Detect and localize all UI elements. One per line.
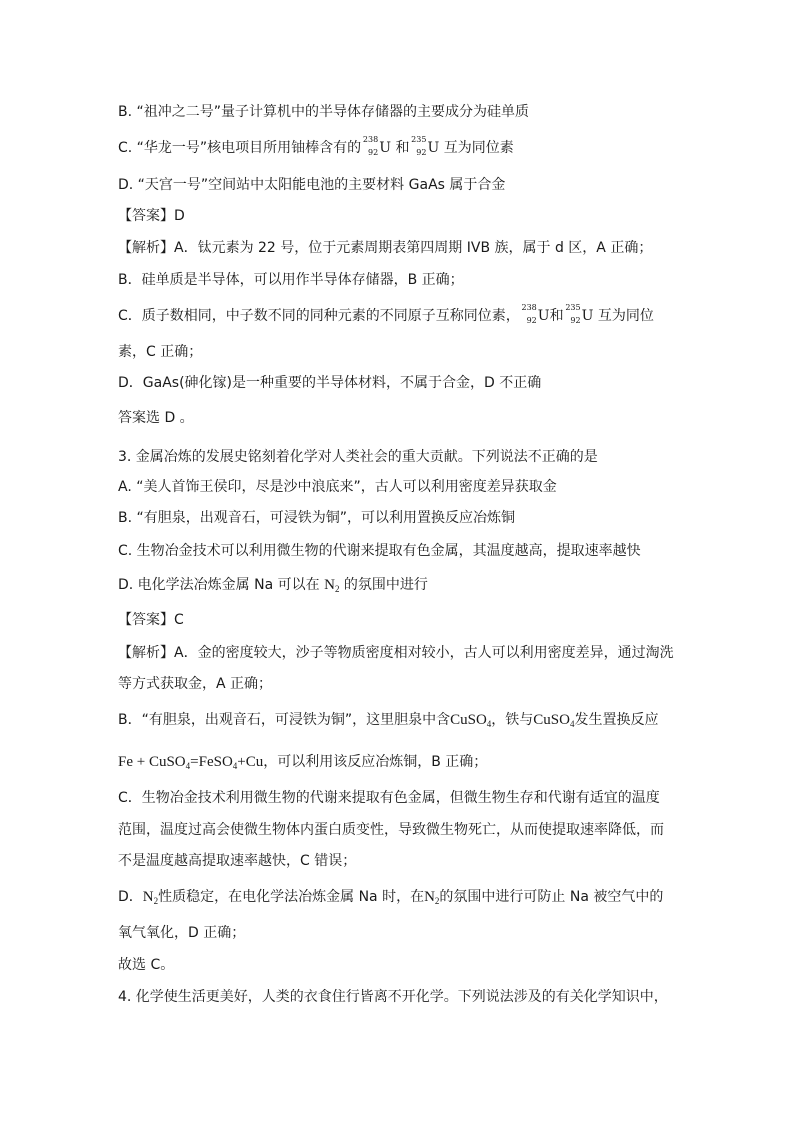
q3-explanation-d-cont: 氧气氧化，D 正确； — [118, 925, 246, 941]
q3-explanation-d: D．$N_2$性质稳定，在电化学法冶炼金属 Na 时，在$N_2$的氛围中进行可防止 Na 被空气中的 — [118, 889, 664, 906]
q2-option-c-text: C. “华龙一号”核电项目所用铀棒含有的 — [118, 140, 362, 156]
n2-formula: $N_2$ — [424, 889, 440, 906]
n2-formula: $N_2$ — [324, 577, 340, 594]
cuso4-formula: CuSO$_4$ — [450, 712, 492, 729]
q3-equation-line: Fe + CuSO$_4$=FeSO$_4$+Cu，可以利用该反应冶炼铜，B 正确； — [118, 754, 488, 771]
cuso4-formula: CuSO$_4$ — [533, 712, 575, 729]
chemical-equation: Fe + CuSO$_4$=FeSO$_4$+Cu — [118, 754, 264, 771]
q3-answer: 【答案】C — [118, 612, 184, 628]
q2-explanation-c: C．质子数相同，中子数不同的同种元素的不同原子互称同位素， 238 92 U和 235 92 U 互为同位 — [118, 303, 654, 325]
q3-option-b: B. “有胆泉，出观音石，可浸铁为铜”，可以利用置换反应冶炼铜 — [118, 510, 516, 526]
q2-option-b: B. “祖冲之二号”量子计算机中的半导体存储器的主要成分为硅单质 — [118, 104, 530, 120]
q2-explanation-d: D．GaAs(砷化镓)是一种重要的半导体材料，不属于合金，D 不正确 — [118, 375, 542, 391]
q3-explanation-c-cont1: 范围，温度过高会使微生物体内蛋白质变性，导致微生物死亡，从而使提取速率降低，而 — [118, 822, 664, 838]
n2-formula: $N_2$ — [142, 889, 159, 906]
q2-explanation-b: B．硅单质是半导体，可以用作半导体存储器，B 正确； — [118, 272, 464, 288]
q2-answer: 【答案】D — [118, 208, 185, 224]
q3-explanation-b: B．“有胆泉，出观音石，可浸铁为铜”，这里胆泉中含CuSO$_4$，铁与CuSO$_4$发生置换反应 — [118, 712, 659, 729]
q3-explanation-a: 【解析】A．金的密度较大，沙子等物质密度相对较小，古人可以利用密度差异，通过淘洗 — [118, 645, 674, 661]
q3-final-answer: 故选 C。 — [118, 957, 175, 973]
q3-explanation-a-cont: 等方式获取金，A 正确； — [118, 676, 273, 692]
q3-option-a: A. “美人首饰王侯印，尽是沙中浪底来”，古人可以利用密度差异获取金 — [118, 479, 557, 495]
u235-nuclide: 235 92 — [411, 135, 427, 157]
u238-nuclide: 238 92 — [362, 135, 379, 157]
q2-explanation-c-cont: 素，C 正确； — [118, 344, 203, 360]
q2-final-answer: 答案选 D 。 — [118, 410, 194, 426]
u235-nuclide: 235 92 — [565, 303, 581, 325]
u238-nuclide: 238 92 — [521, 303, 537, 325]
q2-explanation-a: 【解析】A．钛元素为 22 号，位于元素周期表第四周期 IVB 族，属于 d 区，A 正确； — [118, 240, 653, 256]
q3-option-d: D. 电化学法冶炼金属 Na 可以在 $N_2$ 的氛围中进行 — [118, 577, 428, 594]
q3-option-c: C. 生物冶金技术可以利用微生物的代谢来提取有色金属，其温度越高，提取速率越快 — [118, 543, 641, 559]
q2-option-c: C. “华龙一号”核电项目所用铀棒含有的 238 92 U 和 235 92 U 互为同位素 — [118, 135, 514, 157]
q2-option-d: D. “天宫一号”空间站中太阳能电池的主要材料 GaAs 属于合金 — [118, 177, 506, 193]
q3-explanation-c-cont2: 不是温度越高提取速率越快，C 错误； — [118, 853, 357, 869]
q3-explanation-c: C．生物冶金技术利用微生物的代谢来提取有色金属，但微生物生存和代谢有适宜的温度 — [118, 790, 660, 806]
q4-stem: 4. 化学使生活更美好，人类的衣食住行皆离不开化学。下列说法涉及的有关化学知识中， — [118, 989, 668, 1005]
q3-stem: 3. 金属冶炼的发展史铭刻着化学对人类社会的重大贡献。下列说法不正确的是 — [118, 449, 598, 465]
